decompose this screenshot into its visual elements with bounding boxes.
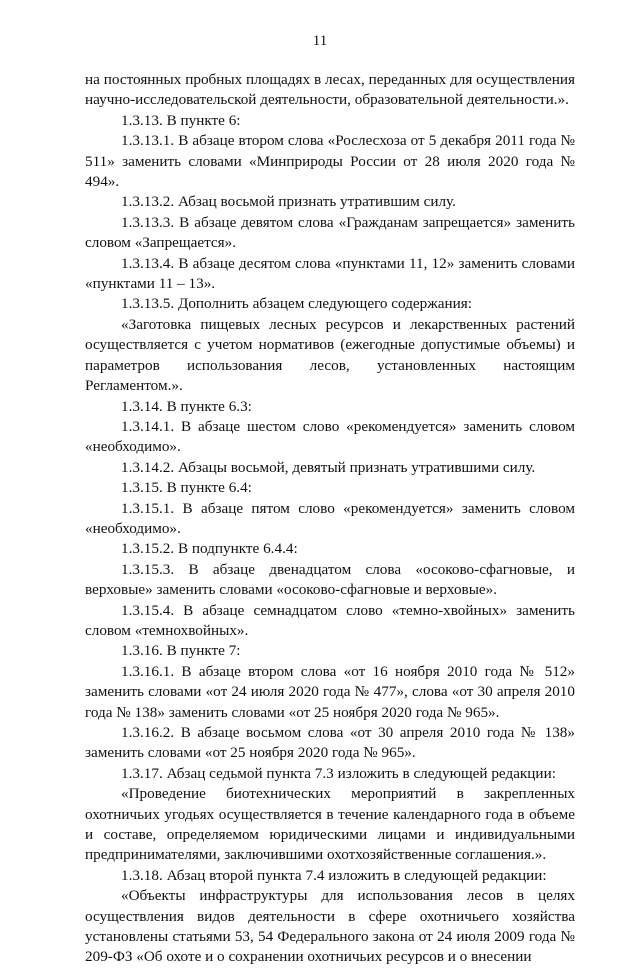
paragraph-14: 1.3.15.2. В подпункте 6.4.4: [121, 540, 298, 558]
paragraph-22: 1.3.18. Абзац второй пункта 7.4 изложить в следующей редакции: [121, 866, 547, 884]
document-body [85, 70, 575, 968]
paragraph-23: «Объекты инфраструктуры для использования лесов в целях осуществления видов деятельности в сфере охотничьего хозяйства установлены статьями 53, 54 Федерального закона от 24 июля 2009 года № 209-ФЗ «Об охоте и о сохранении охотничьих ресурсов и о внесении [85, 887, 575, 966]
paragraph-12: 1.3.15. В пункте 6.4: [121, 479, 252, 497]
page-number: 11 [312, 33, 328, 49]
paragraph-10: 1.3.14.1. В абзаце шестом слово «рекомендуется» заменить словом «необходимо». [85, 417, 575, 456]
paragraph-13: 1.3.15.1. В абзаце пятом слово «рекомендуется» заменить словом «необходимо». [85, 499, 575, 537]
paragraph-6: 1.3.13.4. В абзаце десятом слова «пунктами 11, 12» заменить словами «пунктами 11 – 13». [85, 254, 575, 293]
paragraph-16: 1.3.15.4. В абзаце семнадцатом слово «темно-хвойных» заменить словом «темнохвойных». [85, 601, 575, 639]
paragraph-7: 1.3.13.5. Дополнить абзацем следующего содержания: [121, 295, 472, 313]
paragraph-20: 1.3.17. Абзац седьмой пункта 7.3 изложить в следующей редакции: [121, 764, 556, 782]
paragraph-3: 1.3.13.1. В абзаце втором слова «Рослесхоза от 5 декабря 2011 года № 511» заменить словами «Минприроды России от 28 июля 2020 года № 494». [85, 132, 575, 191]
paragraph-18: 1.3.16.1. В абзаце втором слова «от 16 ноября 2010 года № 512» заменить словами «от 24 июля 2020 года № 477», слова «от 30 апреля 2010 года № 138» заменить словами «от 25 ноября 2020 года № 965». [85, 662, 575, 721]
paragraph-2: 1.3.13. В пункте 6: [121, 111, 241, 129]
paragraph-15: 1.3.15.3. В абзаце двенадцатом слова «осоково-сфагновые, и верховые» заменить словами «осоково-сфагновые и верховые». [85, 560, 575, 599]
paragraph-21: «Проведение биотехнических мероприятий в закрепленных охотничьих угодьях осуществляется в течение календарного года в объеме и составе, определяемом юридическими лицами и индивидуальными предпринимателями, заключившими охотхозяйственные соглашения.». [85, 785, 575, 864]
paragraph-17: 1.3.16. В пункте 7: [121, 642, 241, 660]
paragraph-4: 1.3.13.2. Абзац восьмой признать утратившим силу. [121, 193, 456, 211]
paragraph-1: на постоянных пробных площадях в лесах, переданных для осуществления научно-исследовательской деятельности, образовательной деятельности.». [85, 71, 575, 109]
paragraph-9: 1.3.14. В пункте 6.3: [121, 397, 252, 415]
paragraph-11: 1.3.14.2. Абзацы восьмой, девятый признать утратившими силу. [121, 458, 536, 476]
paragraph-8: «Заготовка пищевых лесных ресурсов и лекарственных растений осуществляется с учетом нормативов (ежегодные допустимые объемы) и параметров использования лесов, установленных настоящим Регламентом.». [85, 315, 575, 395]
paragraph-5: 1.3.13.3. В абзаце девятом слова «Гражданам запрещается» заменить словом «Запрещается». [85, 213, 575, 252]
paragraph-19: 1.3.16.2. В абзаце восьмом слова «от 30 апреля 2010 года № 138» заменить словами «от 25 ноября 2020 года № 965». [85, 724, 575, 762]
